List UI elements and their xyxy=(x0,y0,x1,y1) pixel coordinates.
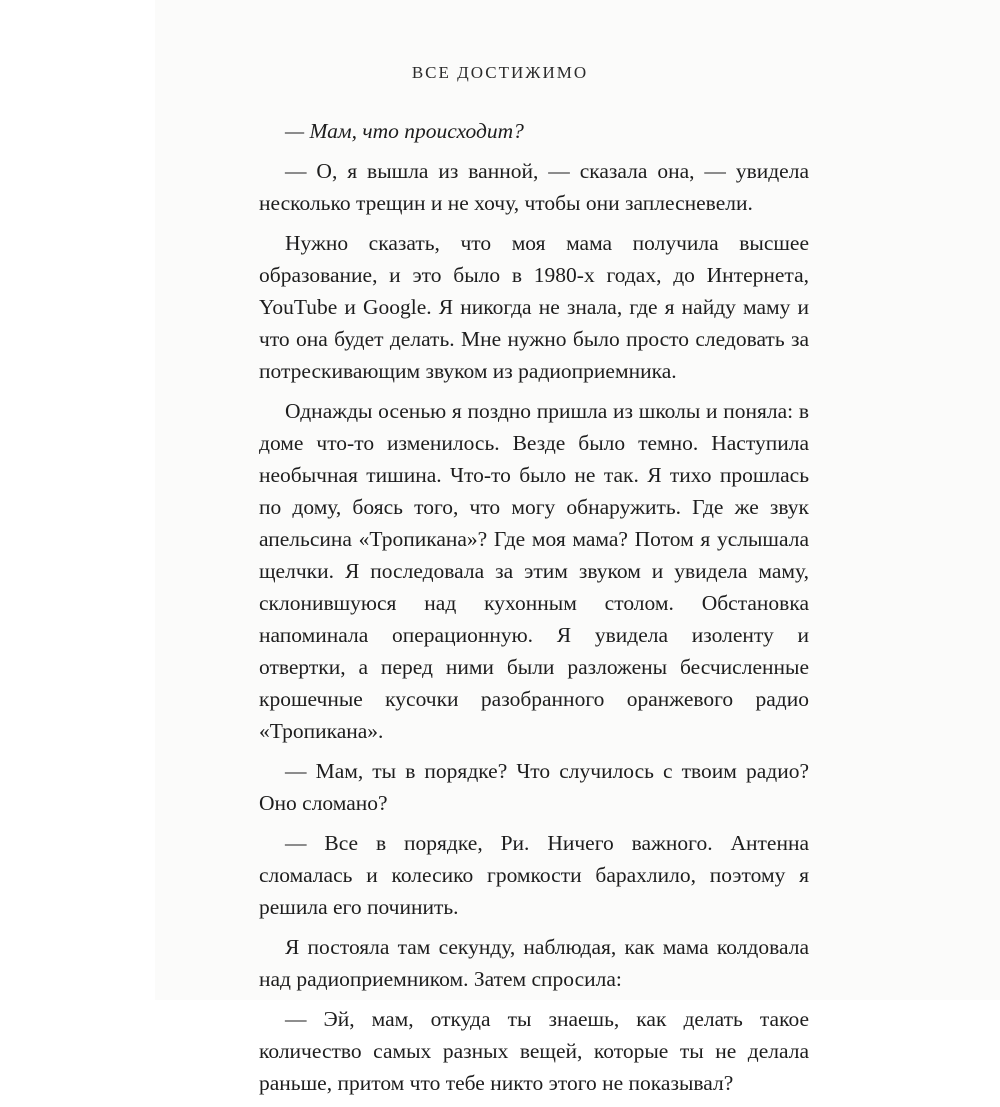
paragraph: — Мам, ты в порядке? Что случилось с твоим радио? Оно сломано? xyxy=(259,759,809,815)
paragraph: Я постояла там секунду, наблюдая, как мама колдовала над радиоприемником. Затем спросила: xyxy=(259,935,809,991)
paragraph: — Мам, что происходит? xyxy=(285,119,524,143)
paragraph: — Эй, мам, откуда ты знаешь, как делать такое количество самых разных вещей, которые ты не делала раньше, притом что тебе никто этого не показывал? xyxy=(259,1007,809,1095)
paragraph: — О, я вышла из ванной, — сказала она, — увидела несколько трещин и не хочу, чтобы они заплесневели. xyxy=(259,159,809,215)
page-body xyxy=(259,115,809,1107)
paragraph: Нужно сказать, что моя мама получила высшее образование, и это было в 1980-х годах, до Интернета, YouTube и Google. Я никогда не знала, где я найду маму и что она будет делать. Мне нужно было просто следовать за потрескивающим звуком из радиоприемника. xyxy=(259,231,809,383)
running-title: ВСЕ ДОСТИЖИМО xyxy=(411,63,589,82)
paragraph: Однажды осенью я поздно пришла из школы и поняла: в доме что-то изменилось. Везде было темно. Наступила необычная тишина. Что-то было не так. Я тихо прошлась по дому, боясь того, что могу обнаружить. Где же звук апельсина «Тропикана»? Где моя мама? Потом я услышала щелчки. Я последовала за этим звуком и увидела маму, склонившуюся над кухонным столом. Обстановка напоминала операционную. Я увидела изоленту и отвертки, а перед ними были разложены бесчисленные крошечные кусочки разобранного оранжевого радио «Тропикана». xyxy=(259,399,809,743)
paragraph: — Все в порядке, Ри. Ничего важного. Антенна сломалась и колесико громкости барахлило, поэтому я решила его починить. xyxy=(259,831,809,919)
